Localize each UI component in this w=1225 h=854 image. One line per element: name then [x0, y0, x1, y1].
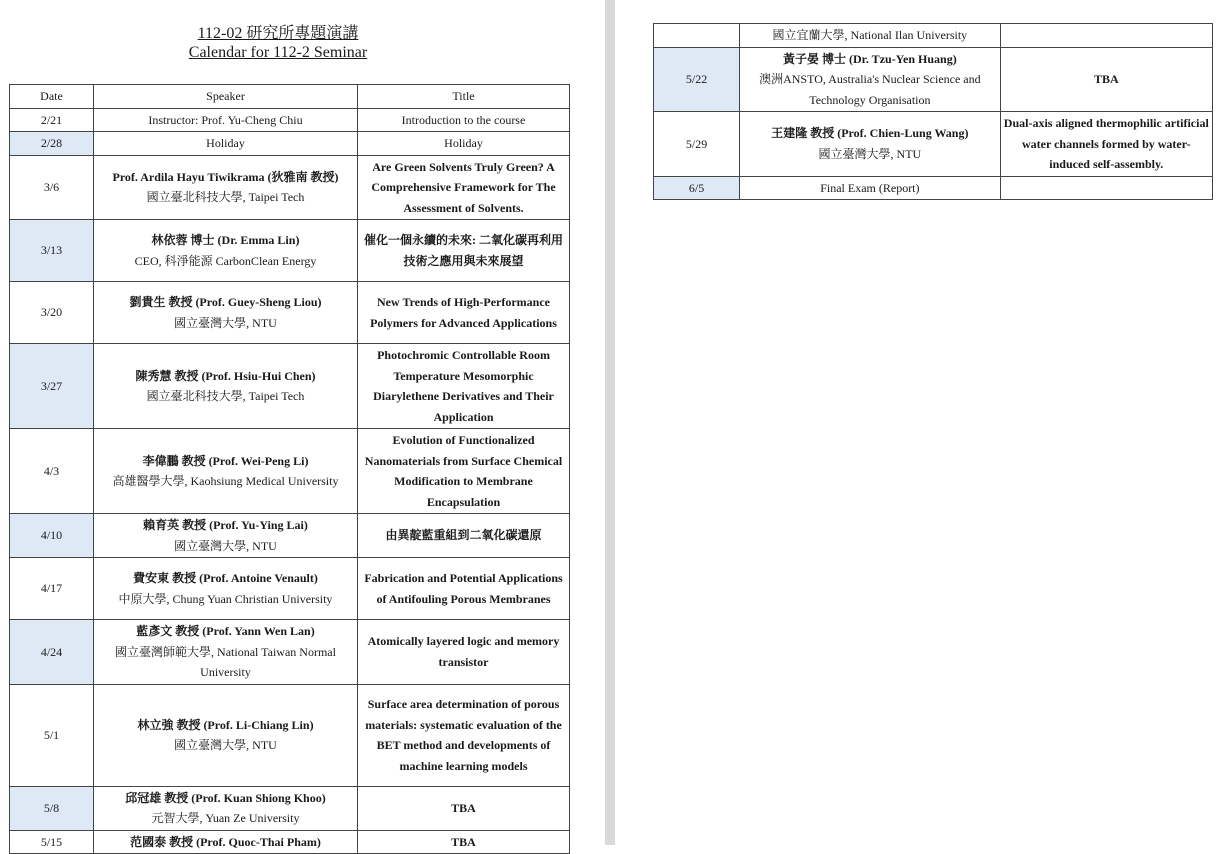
talk-title-cell: Atomically layered logic and memory transistor	[358, 620, 570, 685]
table-row	[10, 108, 570, 132]
speaker-cell	[94, 786, 358, 830]
date-cell: 5/1	[10, 684, 94, 786]
column-header-title: Title	[358, 85, 570, 109]
table-row	[10, 514, 570, 558]
table-row	[10, 282, 570, 344]
talk-title-cell: TBA	[358, 830, 570, 854]
speaker-affiliation: 國立臺灣大學, NTU	[818, 146, 922, 161]
speaker-affiliation: 中原大學, Chung Yuan Christian University	[118, 591, 333, 606]
table-row	[10, 786, 570, 830]
speaker-name: 陳秀慧 教授 (Prof. Hsiu-Hui Chen)	[135, 368, 316, 383]
table-row	[10, 830, 570, 854]
talk-title-cell: Are Green Solvents Truly Green? A Comprehensive Framework for The Assessment of Solvents.	[358, 155, 570, 220]
table-row	[10, 220, 570, 282]
speaker-name: 范國泰 教授 (Prof. Quoc-Thai Pham)	[130, 834, 321, 849]
speaker-cell	[94, 344, 358, 429]
speaker-name: 邱冠雄 教授 (Prof. Kuan Shiong Khoo)	[125, 790, 326, 805]
date-cell: 3/6	[10, 155, 94, 220]
speaker-affiliation: 元智大學, Yuan Ze University	[151, 811, 300, 825]
speaker-cell	[740, 112, 1000, 177]
table-row	[10, 344, 570, 429]
date-cell: 3/20	[10, 282, 94, 344]
talk-title-cell: Holiday	[358, 132, 570, 156]
speaker-name: 李偉鵬 教授 (Prof. Wei-Peng Li)	[142, 453, 309, 468]
table-row	[654, 176, 1213, 200]
date-cell: 2/28	[10, 132, 94, 156]
date-cell: 6/5	[654, 176, 740, 200]
date-cell: 5/15	[10, 830, 94, 854]
talk-title-cell: TBA	[1000, 47, 1212, 112]
seminar-schedule-body-continued	[654, 24, 1213, 200]
talk-title-cell: 由異靛藍重組到二氧化碳還原	[358, 514, 570, 558]
talk-title-cell: Fabrication and Potential Applications of Antifouling Porous Membranes	[358, 558, 570, 620]
speaker-name: 費安東 教授 (Prof. Antoine Venault)	[133, 571, 318, 585]
table-row	[654, 47, 1213, 112]
date-cell: 4/10	[10, 514, 94, 558]
talk-title-cell: Photochromic Controllable Room Temperature Mesomorphic Diarylethene Derivatives and Their Application	[358, 344, 570, 429]
talk-title-cell: 催化一個永續的未來: 二氧化碳再利用技術之應用與未來展望	[358, 220, 570, 282]
speaker-affiliation: Holiday	[206, 136, 245, 150]
table-row	[654, 24, 1213, 48]
table-row	[10, 620, 570, 685]
table-row	[10, 132, 570, 156]
document-title-chinese: 112-02 研究所專題演講	[197, 25, 359, 42]
date-cell: 4/3	[10, 429, 94, 514]
speaker-affiliation: 國立臺灣大學, NTU	[174, 315, 277, 330]
speaker-cell	[740, 24, 1000, 48]
speaker-cell	[740, 176, 1000, 200]
table-header-row	[10, 85, 570, 109]
speaker-affiliation: 國立臺灣師範大學, National Taiwan Normal University	[115, 644, 336, 679]
speaker-cell	[94, 220, 358, 282]
table-row	[10, 684, 570, 786]
talk-title-cell: Introduction to the course	[358, 108, 570, 132]
speaker-affiliation: 國立臺灣大學, NTU	[174, 738, 277, 752]
talk-title-cell	[1000, 24, 1212, 48]
speaker-cell	[94, 620, 358, 685]
speaker-cell	[94, 132, 358, 156]
speaker-name: 黃子晏 博士 (Dr. Tzu-Yen Huang)	[783, 51, 957, 66]
speaker-affiliation: 澳洲ANSTO, Australia's Nuclear Science and Technology Organisation	[759, 72, 981, 107]
document-page-right	[615, 0, 1225, 845]
talk-title-cell: Evolution of Functionalized Nanomaterials from Surface Chemical Modification to Membrane Encapsulation	[358, 429, 570, 514]
speaker-affiliation: Instructor: Prof. Yu-Cheng Chiu	[148, 112, 303, 127]
speaker-name: 劉貴生 教授 (Prof. Guey-Sheng Liou)	[129, 295, 322, 309]
speaker-cell	[94, 558, 358, 620]
speaker-cell	[740, 47, 1000, 112]
date-cell: 3/27	[10, 344, 94, 429]
talk-title-cell: New Trends of High-Performance Polymers for Advanced Applications	[358, 282, 570, 344]
speaker-cell	[94, 684, 358, 786]
date-cell: 2/21	[10, 108, 94, 132]
column-header-date: Date	[10, 85, 94, 109]
page-gutter	[605, 0, 615, 845]
speaker-name: 賴育英 教授 (Prof. Yu-Ying Lai)	[143, 518, 308, 532]
speaker-affiliation: 高雄醫學大學, Kaohsiung Medical University	[112, 474, 339, 488]
document-title-english: Calendar for 112-2 Seminar	[188, 44, 368, 61]
table-row	[10, 558, 570, 620]
talk-title-cell	[1000, 176, 1212, 200]
speaker-name: 林依蓉 博士 (Dr. Emma Lin)	[151, 233, 300, 247]
speaker-cell	[94, 155, 358, 220]
speaker-affiliation: 國立臺北科技大學, Taipei Tech	[146, 389, 305, 403]
date-cell: 5/29	[654, 112, 740, 177]
speaker-name: Prof. Ardila Hayu Tiwikrama (狄雅南 教授)	[112, 169, 339, 184]
talk-title-cell: TBA	[358, 786, 570, 830]
seminar-schedule-table	[9, 84, 570, 854]
seminar-schedule-body	[10, 108, 570, 854]
talk-title-cell: Surface area determination of porous materials: systematic evaluation of the BET method and developments of machine learning models	[358, 684, 570, 786]
speaker-cell	[94, 282, 358, 344]
speaker-cell	[94, 514, 358, 558]
table-row	[10, 155, 570, 220]
speaker-affiliation: 國立臺北科技大學, Taipei Tech	[146, 190, 305, 205]
date-cell	[654, 24, 740, 48]
table-row	[654, 112, 1213, 177]
document-page-left	[0, 0, 605, 849]
speaker-affiliation: 國立臺灣大學, NTU	[174, 538, 277, 553]
speaker-affiliation: 國立宜蘭大學, National Ilan University	[772, 28, 968, 42]
seminar-schedule-table-continued	[653, 23, 1213, 200]
date-cell: 3/13	[10, 220, 94, 282]
speaker-affiliation: CEO, 科淨能源 CarbonClean Energy	[134, 253, 317, 268]
date-cell: 4/17	[10, 558, 94, 620]
speaker-cell	[94, 429, 358, 514]
speaker-name: 藍彥文 教授 (Prof. Yann Wen Lan)	[136, 624, 315, 638]
speaker-cell	[94, 830, 358, 854]
date-cell: 5/22	[654, 47, 740, 112]
speaker-name: 王建隆 教授 (Prof. Chien-Lung Wang)	[771, 126, 969, 141]
talk-title-cell: Dual-axis aligned thermophilic artificial water channels formed by water-induced self-assembly.	[1000, 112, 1212, 177]
table-row	[10, 429, 570, 514]
speaker-name: 林立強 教授 (Prof. Li-Chiang Lin)	[137, 717, 314, 732]
column-header-speaker: Speaker	[94, 85, 358, 109]
date-cell: 4/24	[10, 620, 94, 685]
date-cell: 5/8	[10, 786, 94, 830]
speaker-cell	[94, 108, 358, 132]
speaker-affiliation: Final Exam (Report)	[820, 180, 920, 195]
